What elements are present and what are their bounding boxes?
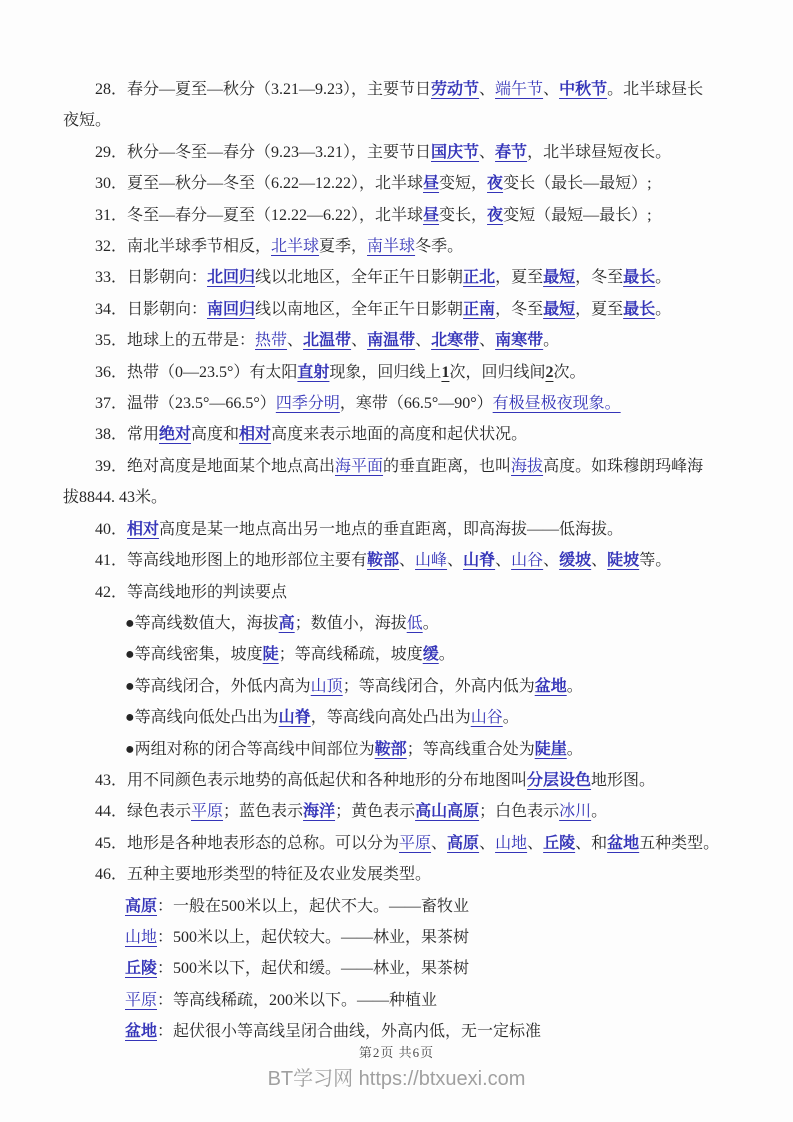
text-segment: 、 bbox=[527, 834, 544, 852]
text-segment: 、和 bbox=[575, 834, 608, 852]
text-line bbox=[63, 953, 730, 984]
highlighted-term: 山脊 bbox=[278, 709, 311, 727]
text-segment: 36．热带（0—23.5°）有太阳 bbox=[95, 363, 298, 381]
text-line bbox=[63, 231, 730, 262]
text-segment: 、 bbox=[351, 332, 368, 350]
text-line bbox=[63, 137, 730, 168]
text-segment: 30．夏至—秋分—冬至（6.22—12.22），北半球 bbox=[95, 175, 424, 193]
text-segment: 、 bbox=[399, 552, 416, 570]
highlighted-term: 高山高原 bbox=[415, 803, 480, 821]
text-segment: 。 bbox=[566, 677, 583, 695]
text-line bbox=[63, 577, 730, 608]
text-line bbox=[63, 388, 730, 419]
highlighted-term: 鞍部 bbox=[367, 552, 400, 570]
text-segment: 46．五种主要地形类型的特征及农业发展类型。 bbox=[95, 866, 432, 884]
highlighted-term: 高原 bbox=[125, 897, 158, 915]
highlighted-term: 热带 bbox=[255, 332, 288, 350]
text-segment: 、 bbox=[591, 552, 608, 570]
text-segment: 变长， bbox=[439, 206, 488, 224]
text-segment: 。 bbox=[502, 709, 519, 727]
text-segment: 29．秋分—冬至—春分（9.23—3.21），主要节日 bbox=[95, 143, 432, 161]
text-segment: 、 bbox=[495, 552, 512, 570]
text-segment: 。 bbox=[566, 740, 583, 758]
highlighted-term: 相对 bbox=[239, 426, 272, 444]
text-segment: 高度和 bbox=[191, 426, 240, 444]
text-segment: 等。 bbox=[639, 552, 672, 570]
text-segment: 高度是某一地点高出另一地点的垂直距离，即高海拔——低海拔。 bbox=[159, 520, 624, 538]
highlighted-term: 春节 bbox=[495, 143, 528, 161]
document-body bbox=[63, 74, 730, 1048]
highlighted-term: 2 bbox=[545, 363, 554, 381]
text-segment: 夜短。 bbox=[63, 112, 112, 130]
text-line bbox=[63, 828, 730, 859]
text-segment: 。 bbox=[543, 332, 560, 350]
text-segment: ；蓝色表示 bbox=[223, 803, 304, 821]
text-segment: 。北半球昼长 bbox=[607, 81, 704, 98]
text-line bbox=[63, 702, 730, 733]
text-line bbox=[63, 419, 730, 450]
highlighted-term: 四季分明 bbox=[275, 395, 340, 413]
text-segment: 、 bbox=[543, 81, 560, 98]
text-segment: 次。 bbox=[553, 363, 586, 381]
highlighted-term: 盆地 bbox=[125, 1023, 158, 1041]
text-segment: 、 bbox=[479, 81, 496, 98]
text-segment: 拔8844. 43米。 bbox=[63, 489, 168, 507]
text-segment: 40． bbox=[95, 520, 128, 538]
text-segment: ：500米以下，起伏和缓。——林业，果茶树 bbox=[157, 960, 470, 978]
text-segment: ●等高线闭合，外低内高为 bbox=[125, 677, 311, 695]
text-segment: ，冬至 bbox=[495, 300, 544, 318]
highlighted-term: 最长 bbox=[623, 269, 656, 287]
text-line bbox=[63, 734, 730, 765]
highlighted-term: 相对 bbox=[127, 520, 160, 538]
highlighted-term: 缓 bbox=[422, 646, 439, 664]
text-segment: ，北半球昼短夜长。 bbox=[527, 143, 672, 161]
text-segment: 。 bbox=[655, 300, 672, 318]
highlighted-term: 中秋节 bbox=[559, 81, 608, 98]
highlighted-term: 平原 bbox=[125, 991, 158, 1009]
text-segment: 45．地形是各种地表形态的总称。可以分为 bbox=[95, 834, 400, 852]
text-segment: ；黄色表示 bbox=[335, 803, 416, 821]
highlighted-term: 平原 bbox=[191, 803, 224, 821]
text-line bbox=[63, 891, 730, 922]
highlighted-term: 最短 bbox=[543, 300, 576, 318]
highlighted-term: 南寒带 bbox=[495, 332, 544, 350]
text-line bbox=[63, 545, 730, 576]
highlighted-term: 北温带 bbox=[303, 332, 352, 350]
highlighted-term: 分层设色 bbox=[527, 771, 592, 789]
text-segment: ●两组对称的闭合等高线中间部位为 bbox=[125, 740, 375, 758]
text-segment: 35．地球上的五带是： bbox=[95, 332, 256, 350]
text-line bbox=[63, 639, 730, 670]
highlighted-term: 有极昼极夜现象。 bbox=[492, 395, 621, 413]
highlighted-term: 山地 bbox=[125, 928, 158, 946]
text-segment: 38．常用 bbox=[95, 426, 160, 444]
text-line bbox=[63, 357, 730, 388]
text-segment: 、 bbox=[479, 332, 496, 350]
text-segment: 34．日影朝向： bbox=[95, 300, 208, 318]
text-line bbox=[63, 294, 730, 325]
text-segment: 高度。如珠穆朗玛峰海 bbox=[543, 457, 704, 475]
text-segment: 37．温带（23.5°—66.5°） bbox=[95, 395, 276, 413]
text-segment: 41．等高线地形图上的地形部位主要有 bbox=[95, 552, 368, 570]
highlighted-term: 海平面 bbox=[335, 457, 384, 475]
text-segment: ●等高线密集，坡度 bbox=[125, 646, 263, 664]
text-segment: 线以北地区，全年正午日影朝 bbox=[255, 269, 464, 287]
text-segment: ●等高线向低处凸出为 bbox=[125, 709, 279, 727]
highlighted-term: 北回归 bbox=[207, 269, 256, 287]
text-segment: ：起伏很小等高线呈闭合曲线，外高内低，无一定标准 bbox=[157, 1023, 542, 1041]
highlighted-term: 绝对 bbox=[159, 426, 192, 444]
text-segment: ；等高线稀疏，坡度 bbox=[278, 646, 423, 664]
highlighted-term: 夜 bbox=[487, 206, 504, 224]
text-segment: 冬季。 bbox=[415, 238, 464, 256]
highlighted-term: 平原 bbox=[399, 834, 432, 852]
highlighted-term: 山地 bbox=[495, 834, 528, 852]
highlighted-term: 丘陵 bbox=[543, 834, 576, 852]
text-segment: 变短（最短—最长）; bbox=[503, 206, 652, 224]
text-segment: 变长（最长—最短）; bbox=[503, 175, 652, 193]
text-segment: 43．用不同颜色表示地势的高低起伏和各种地形的分布地图叫 bbox=[95, 771, 528, 789]
text-line bbox=[63, 451, 730, 482]
text-line bbox=[63, 105, 730, 136]
text-segment: 、 bbox=[479, 834, 496, 852]
text-segment: ：一般在500米以上，起伏不大。——畜牧业 bbox=[157, 897, 470, 915]
text-segment: 、 bbox=[287, 332, 304, 350]
text-segment: 线以南地区，全年正午日影朝 bbox=[255, 300, 464, 318]
text-segment: 变短， bbox=[439, 175, 488, 193]
highlighted-term: 国庆节 bbox=[431, 143, 480, 161]
text-segment: 、 bbox=[415, 332, 432, 350]
highlighted-term: 南温带 bbox=[367, 332, 416, 350]
highlighted-term: 海洋 bbox=[303, 803, 336, 821]
highlighted-term: 昼 bbox=[423, 175, 440, 193]
text-segment: 、 bbox=[479, 143, 496, 161]
highlighted-term: 南半球 bbox=[367, 238, 416, 256]
highlighted-term: 高 bbox=[278, 614, 295, 632]
highlighted-term: 1 bbox=[441, 363, 450, 381]
text-segment: 现象，回归线上 bbox=[329, 363, 442, 381]
text-segment: ；等高线重合处为 bbox=[406, 740, 535, 758]
text-line bbox=[63, 514, 730, 545]
highlighted-term: 山顶 bbox=[310, 677, 343, 695]
text-line bbox=[63, 200, 730, 231]
highlighted-term: 陡 bbox=[262, 646, 279, 664]
highlighted-term: 山峰 bbox=[415, 552, 448, 570]
text-segment: 39．绝对高度是地面某个地点高出 bbox=[95, 457, 336, 475]
text-segment: 33．日影朝向： bbox=[95, 269, 208, 287]
text-line bbox=[63, 765, 730, 796]
text-segment: 32．南北半球季节相反， bbox=[95, 238, 272, 256]
text-segment: ；等高线闭合，外高内低为 bbox=[342, 677, 535, 695]
highlighted-term: 山脊 bbox=[463, 552, 496, 570]
text-segment: ：等高线稀疏，200米以下。——种植业 bbox=[157, 991, 438, 1009]
text-segment: 五种类型。 bbox=[639, 834, 720, 852]
page-number: 第2页 共6页 bbox=[358, 1045, 435, 1060]
text-segment: 28．春分—夏至—秋分（3.21—9.23），主要节日 bbox=[95, 81, 432, 98]
text-line bbox=[63, 608, 730, 639]
highlighted-term: 丘陵 bbox=[125, 960, 158, 978]
text-segment: 高度来表示地面的高度和起伏状况。 bbox=[271, 426, 528, 444]
highlighted-term: 山谷 bbox=[470, 709, 503, 727]
highlighted-term: 低 bbox=[406, 614, 423, 632]
text-segment: 次，回归线间 bbox=[449, 363, 546, 381]
text-segment: 、 bbox=[431, 834, 448, 852]
text-line bbox=[63, 325, 730, 356]
text-segment: ；白色表示 bbox=[479, 803, 560, 821]
text-line bbox=[63, 74, 730, 105]
highlighted-term: 高原 bbox=[447, 834, 480, 852]
text-segment: ，等高线向高处凸出为 bbox=[310, 709, 471, 727]
highlighted-term: 北半球 bbox=[271, 238, 320, 256]
highlighted-term: 最短 bbox=[543, 269, 576, 287]
highlighted-term: 陡崖 bbox=[534, 740, 567, 758]
highlighted-term: 盆地 bbox=[534, 677, 567, 695]
text-segment: ●等高线数值大，海拔 bbox=[125, 614, 279, 632]
text-segment: 。 bbox=[438, 646, 455, 664]
highlighted-term: 直射 bbox=[297, 363, 330, 381]
watermark-text: BT学习网 https://btxuexi.com bbox=[267, 1068, 526, 1090]
highlighted-term: 正南 bbox=[463, 300, 496, 318]
text-segment: 。 bbox=[655, 269, 672, 287]
text-segment: ；数值小，海拔 bbox=[294, 614, 407, 632]
text-segment: ，夏至 bbox=[495, 269, 544, 287]
text-segment: ，夏至 bbox=[575, 300, 624, 318]
text-segment: 夏季， bbox=[319, 238, 368, 256]
text-segment: 的垂直距离，也叫 bbox=[383, 457, 512, 475]
highlighted-term: 劳动节 bbox=[431, 81, 480, 98]
text-segment: 44．绿色表示 bbox=[95, 803, 192, 821]
text-segment: 。 bbox=[591, 803, 608, 821]
text-segment: 地形图。 bbox=[591, 771, 656, 789]
text-line bbox=[63, 168, 730, 199]
text-segment: 、 bbox=[447, 552, 464, 570]
text-segment: ：500米以上，起伏较大。——林业，果茶树 bbox=[157, 928, 470, 946]
text-line bbox=[63, 922, 730, 953]
text-line bbox=[63, 985, 730, 1016]
highlighted-term: 山谷 bbox=[511, 552, 544, 570]
text-line bbox=[63, 671, 730, 702]
highlighted-term: 正北 bbox=[463, 269, 496, 287]
text-segment: 42．等高线地形的判读要点 bbox=[95, 583, 288, 601]
highlighted-term: 冰川 bbox=[559, 803, 592, 821]
text-segment: ，寒带（66.5°—90°） bbox=[339, 395, 493, 413]
text-line bbox=[63, 262, 730, 293]
highlighted-term: 南回归 bbox=[207, 300, 256, 318]
highlighted-term: 盆地 bbox=[607, 834, 640, 852]
text-segment: 31．冬至—春分—夏至（12.22—6.22），北半球 bbox=[95, 206, 424, 224]
text-line bbox=[63, 482, 730, 513]
highlighted-term: 夜 bbox=[487, 175, 504, 193]
highlighted-term: 陡坡 bbox=[607, 552, 640, 570]
highlighted-term: 端午节 bbox=[495, 81, 544, 98]
highlighted-term: 海拔 bbox=[511, 457, 544, 475]
text-line bbox=[63, 796, 730, 827]
text-segment: ，冬至 bbox=[575, 269, 624, 287]
highlighted-term: 昼 bbox=[423, 206, 440, 224]
text-segment: 、 bbox=[543, 552, 560, 570]
highlighted-term: 缓坡 bbox=[559, 552, 592, 570]
highlighted-term: 最长 bbox=[623, 300, 656, 318]
text-line bbox=[63, 859, 730, 890]
highlighted-term: 北寒带 bbox=[431, 332, 480, 350]
text-segment: 。 bbox=[422, 614, 439, 632]
highlighted-term: 鞍部 bbox=[374, 740, 407, 758]
